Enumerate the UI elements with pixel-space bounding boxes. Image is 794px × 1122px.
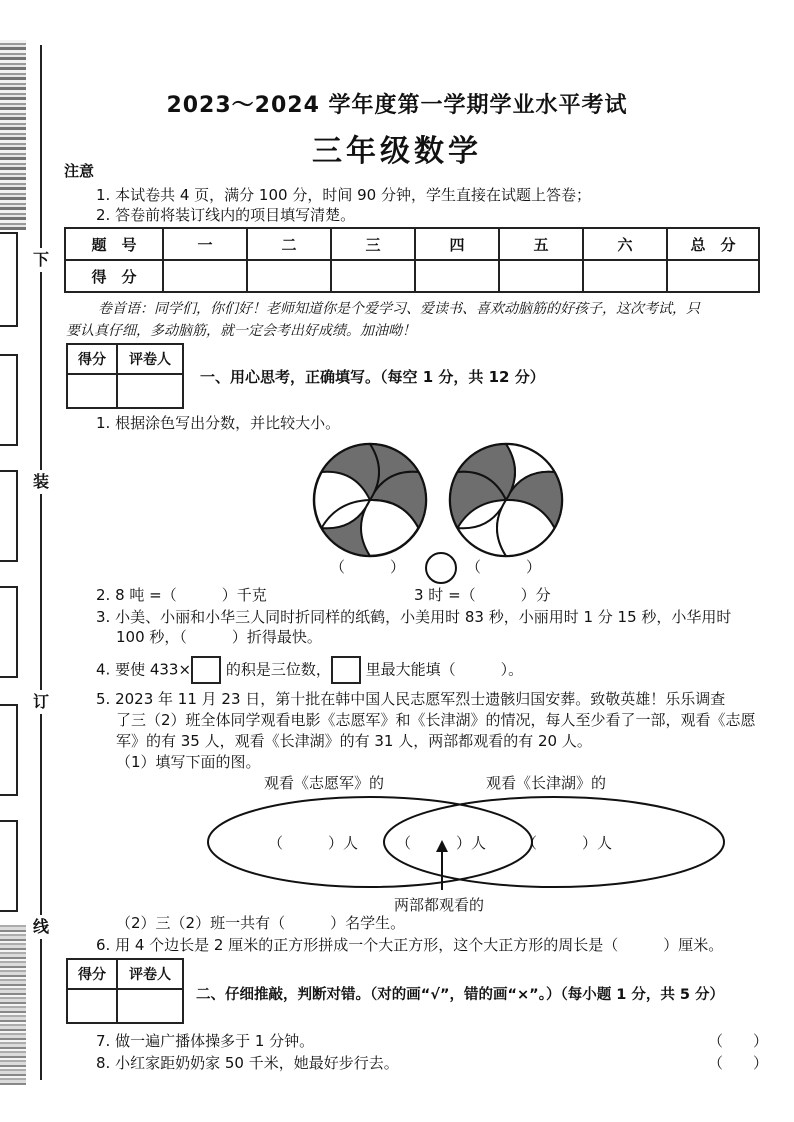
score-header: 二 [247, 228, 331, 260]
score-cell[interactable] [331, 260, 415, 292]
question-6: 6. 用 4 个边长是 2 厘米的正方形拼成一个大正方形，这个大正方形的周长是（ ）厘米。 [96, 936, 724, 954]
question-8: 8. 小红家距奶奶家 50 千米，她最好步行去。 [96, 1054, 399, 1072]
score-header: 总 分 [667, 228, 759, 260]
score-cell[interactable] [247, 260, 331, 292]
notice-item: 1. 本试卷共 4 页，满分 100 分，时间 90 分钟，学生直接在试题上答卷； [96, 186, 591, 204]
question-2a: 2. 8 吨 =（ ）千克 [96, 586, 267, 604]
question-5-line: 了三（2）班全体同学观看电影《志愿军》和《长津湖》的情况，每人至少看了一部，观看《志愿 [116, 711, 756, 729]
question-5-sub2: （2）三（2）班一共有（ ）名学生。 [116, 914, 406, 932]
grader-score-cell[interactable] [67, 989, 117, 1023]
score-cell[interactable] [163, 260, 247, 292]
notice-label: 注意 [64, 162, 95, 180]
venn-label-right: 观看《长津湖》的 [486, 774, 607, 792]
binding-box [0, 470, 18, 562]
question-3-line: 100 秒，（ ）折得最快。 [116, 628, 322, 646]
binding-box [0, 820, 18, 912]
binding-char-zhuang: 装 [31, 470, 51, 494]
binding-char-xia: 下 [31, 248, 51, 272]
venn-label-bottom: 两部都观看的 [394, 896, 485, 914]
venn-label-left: 观看《志愿军》的 [264, 774, 385, 792]
question-4-part: 里最大能填（ ）。 [365, 660, 524, 679]
binding-box [0, 586, 18, 678]
venn-blank-left[interactable]: （ ）人 [268, 834, 359, 852]
grader-box [66, 958, 184, 1024]
judge-blank[interactable]: （ ） [708, 1032, 769, 1050]
score-cell[interactable] [667, 260, 759, 292]
question-5-line: 5. 2023 年 11 月 23 日，第十批在韩中国人民志愿军烈士遗骸归国安葬。致敬英雄！乐乐调查 [96, 690, 726, 708]
grader-reviewer-label: 评卷人 [117, 344, 183, 374]
score-header: 六 [583, 228, 667, 260]
preface-line: 要认真仔细，多动脑筋，就一定会考出好成绩。加油呦！ [66, 323, 416, 339]
score-cell[interactable] [583, 260, 667, 292]
preface-line: 卷首语：同学们，你们好！老师知道你是个爱学习、爱读书、喜欢动脑筋的好孩子，这次考试，只 [98, 301, 700, 317]
fraction-circle-left [314, 444, 426, 556]
question-5-line: 军》的有 35 人，观看《长津湖》的有 31 人，两部都观看的有 20 人。 [116, 732, 592, 750]
question-3-line: 3. 小美、小丽和小华三人同时折同样的纸鹤，小美用时 83 秒，小丽用时 1 分 15 秒，小华用时 [96, 608, 732, 626]
grader-reviewer-cell[interactable] [117, 374, 183, 408]
score-cell[interactable] [415, 260, 499, 292]
question-4 [96, 656, 523, 684]
fraction-blank-right[interactable]: （ ） [466, 558, 542, 576]
subject-title: 三年级数学 [312, 134, 482, 169]
question-5-sub1: （1）填写下面的图。 [116, 753, 261, 771]
question-4-part: 4. 要使 433× [96, 660, 192, 679]
exam-title: 2023～2024 学年度第一学期学业水平考试 [166, 93, 628, 118]
binding-box [0, 232, 18, 327]
fraction-circles [310, 438, 570, 562]
score-header: 三 [331, 228, 415, 260]
venn-blank-right[interactable]: （ ）人 [522, 834, 613, 852]
section1-title: 一、用心思考，正确填写。（每空 1 分，共 12 分） [200, 368, 545, 386]
binding-box [0, 354, 18, 446]
question-4-part: 的积是三位数， [225, 660, 331, 679]
question-1: 1. 根据涂色写出分数，并比较大小。 [96, 414, 341, 432]
score-row-label: 得 分 [65, 260, 163, 292]
section2-title: 二、仔细推敲，判断对错。（对的画“√”，错的画“×”。）（每小题 1 分，共 5 分） [196, 987, 725, 1003]
score-header: 五 [499, 228, 583, 260]
grader-reviewer-cell[interactable] [117, 989, 183, 1023]
score-cell[interactable] [499, 260, 583, 292]
binding-char-xian: 线 [31, 915, 51, 939]
judge-blank[interactable]: （ ） [708, 1054, 769, 1072]
answer-box[interactable] [331, 656, 361, 684]
score-header: 题 号 [65, 228, 163, 260]
grader-reviewer-label: 评卷人 [117, 959, 183, 989]
notice-item: 2. 答卷前将装订线内的项目填写清楚。 [96, 206, 356, 224]
compare-circle[interactable] [424, 551, 458, 585]
score-table [64, 227, 760, 293]
score-header: 四 [415, 228, 499, 260]
grader-score-label: 得分 [67, 344, 117, 374]
binding-char-ding: 订 [31, 690, 51, 714]
venn-blank-middle[interactable]: （ ）人 [396, 834, 487, 852]
question-7: 7. 做一遍广播体操多于 1 分钟。 [96, 1032, 315, 1050]
answer-box[interactable] [191, 656, 221, 684]
grader-score-label: 得分 [67, 959, 117, 989]
score-header: 一 [163, 228, 247, 260]
fraction-blank-left[interactable]: （ ） [330, 558, 406, 576]
binding-box [0, 704, 18, 796]
fraction-circle-right [450, 444, 562, 556]
barcode-bottom [0, 925, 26, 1085]
grader-box [66, 343, 184, 409]
grader-score-cell[interactable] [67, 374, 117, 408]
question-2b: 3 时 =（ ）分 [414, 586, 551, 604]
